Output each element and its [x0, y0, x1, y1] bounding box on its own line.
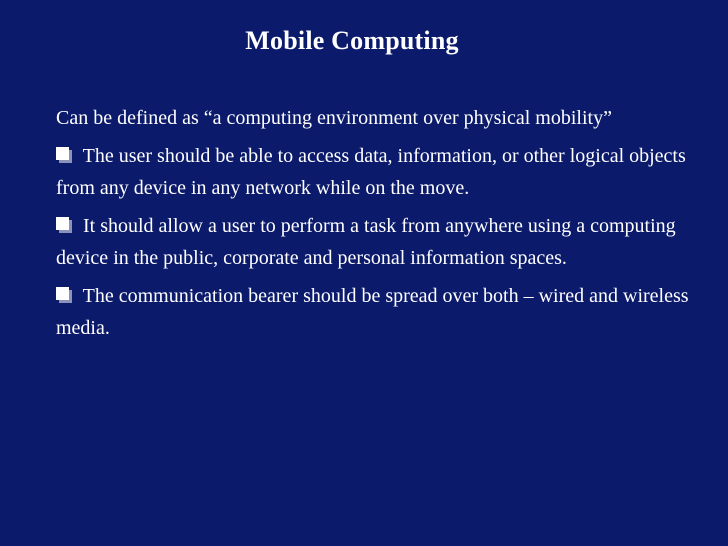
checkbox-square-icon — [56, 287, 72, 303]
bullet-item — [56, 280, 696, 344]
slide-title: Mobile Computing — [245, 26, 459, 55]
bullet-item — [56, 210, 696, 274]
bullet-text: The communication bearer should be spread over both – wired and wireless media. — [56, 285, 689, 339]
slide-body — [56, 102, 696, 350]
intro-text: Can be defined as “a computing environment over physical mobility” — [56, 107, 612, 129]
bullet-text: The user should be able to access data, information, or other logical objects from any device in any network while on the move. — [56, 145, 686, 199]
checkbox-square-icon — [56, 217, 72, 233]
checkbox-square-icon — [56, 147, 72, 163]
bullet-item — [56, 140, 696, 204]
bullet-text: It should allow a user to perform a task from anywhere using a computing device in the public, corporate and personal information spaces. — [56, 215, 676, 269]
